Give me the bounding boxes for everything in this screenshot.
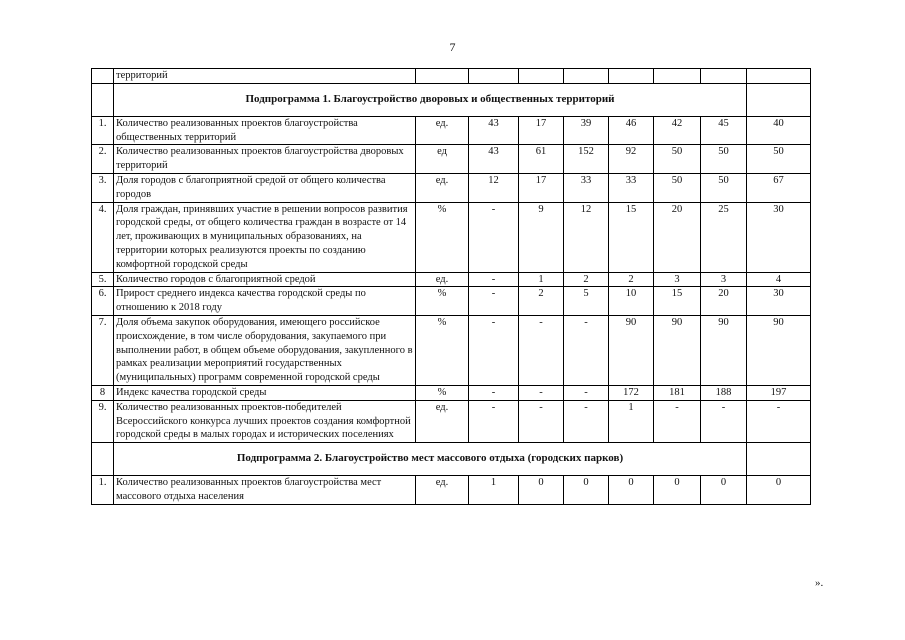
- cell-empty: [92, 69, 114, 84]
- cell-empty: [701, 69, 747, 84]
- value-cell: 0: [747, 476, 811, 505]
- cell-empty: [564, 69, 609, 84]
- value-cell: 90: [654, 315, 701, 385]
- table-row: [92, 272, 811, 287]
- value-cell: 40: [747, 116, 811, 145]
- value-cell: 17: [519, 173, 564, 202]
- value-cell: 25: [701, 202, 747, 272]
- value-cell: 3: [654, 272, 701, 287]
- value-cell: 0: [654, 476, 701, 505]
- row-number: 4.: [92, 202, 114, 272]
- unit-cell: %: [416, 202, 469, 272]
- table-row: [92, 145, 811, 174]
- row-number: 2.: [92, 145, 114, 174]
- cell-empty: [92, 83, 114, 116]
- value-cell: -: [654, 400, 701, 442]
- row-number: 1.: [92, 476, 114, 505]
- page-number: 7: [449, 40, 456, 54]
- row-number: 9.: [92, 400, 114, 442]
- indicator-name: Количество реализованных проектов благоустройства дворовых территорий: [114, 145, 416, 174]
- table-row: [92, 173, 811, 202]
- table-body: [92, 69, 811, 505]
- value-cell: 92: [609, 145, 654, 174]
- cell-empty: [747, 443, 811, 476]
- cell-empty: [747, 83, 811, 116]
- value-cell: 2: [519, 287, 564, 316]
- table-row: [92, 315, 811, 385]
- value-cell: 12: [564, 202, 609, 272]
- value-cell: 197: [747, 385, 811, 400]
- value-cell: 43: [469, 116, 519, 145]
- indicator-name: Индекс качества городской среды: [114, 385, 416, 400]
- value-cell: 181: [654, 385, 701, 400]
- cell-empty: [654, 69, 701, 84]
- value-cell: 1: [519, 272, 564, 287]
- value-cell: 0: [609, 476, 654, 505]
- value-cell: -: [519, 400, 564, 442]
- value-cell: 46: [609, 116, 654, 145]
- value-cell: -: [469, 385, 519, 400]
- cell-empty: [469, 69, 519, 84]
- value-cell: -: [564, 315, 609, 385]
- indicator-name: Количество реализованных проектов благоустройства общественных территорий: [114, 116, 416, 145]
- indicator-name: Количество городов с благоприятной средой: [114, 272, 416, 287]
- indicator-name: Количество реализованных проектов благоустройства мест массового отдыха населения: [114, 476, 416, 505]
- row-number: 8: [92, 385, 114, 400]
- value-cell: -: [469, 315, 519, 385]
- value-cell: 0: [564, 476, 609, 505]
- continuation-text: территорий: [114, 69, 416, 84]
- value-cell: 152: [564, 145, 609, 174]
- value-cell: 12: [469, 173, 519, 202]
- value-cell: 0: [519, 476, 564, 505]
- value-cell: 2: [564, 272, 609, 287]
- unit-cell: %: [416, 315, 469, 385]
- value-cell: -: [701, 400, 747, 442]
- indicators-table: [91, 68, 811, 505]
- value-cell: 50: [747, 145, 811, 174]
- value-cell: 172: [609, 385, 654, 400]
- value-cell: 50: [701, 173, 747, 202]
- value-cell: 4: [747, 272, 811, 287]
- cell-empty: [416, 69, 469, 84]
- section-header-row: [92, 83, 811, 116]
- table-row: [92, 476, 811, 505]
- table-row: [92, 202, 811, 272]
- cell-empty: [609, 69, 654, 84]
- value-cell: -: [564, 385, 609, 400]
- row-number: 1.: [92, 116, 114, 145]
- closing-quote-mark: ».: [815, 577, 824, 589]
- value-cell: 1: [609, 400, 654, 442]
- table-row: [92, 116, 811, 145]
- value-cell: -: [469, 272, 519, 287]
- row-number: 3.: [92, 173, 114, 202]
- value-cell: 0: [701, 476, 747, 505]
- value-cell: 15: [654, 287, 701, 316]
- value-cell: 30: [747, 202, 811, 272]
- continuation-row: [92, 69, 811, 84]
- cell-empty: [747, 69, 811, 84]
- table-row: [92, 400, 811, 442]
- value-cell: -: [519, 385, 564, 400]
- indicator-name: Прирост среднего индекса качества городской среды по отношению к 2018 году: [114, 287, 416, 316]
- table-row: [92, 385, 811, 400]
- indicator-name: Доля граждан, принявших участие в решении вопросов развития городской среды, от общего количества граждан в возрасте от 14 лет, проживающих в муниципальных образованиях, на территории которых реализуются проекты по созданию комфортной городской среды: [114, 202, 416, 272]
- indicator-name: Доля городов с благоприятной средой от общего количества городов: [114, 173, 416, 202]
- value-cell: 43: [469, 145, 519, 174]
- unit-cell: %: [416, 385, 469, 400]
- value-cell: 188: [701, 385, 747, 400]
- unit-cell: %: [416, 287, 469, 316]
- value-cell: 90: [609, 315, 654, 385]
- value-cell: 42: [654, 116, 701, 145]
- value-cell: 15: [609, 202, 654, 272]
- row-number: 5.: [92, 272, 114, 287]
- cell-empty: [92, 443, 114, 476]
- indicator-name: Количество реализованных проектов-победителей Всероссийского конкурса лучших проектов создания комфортной городской среды в малых городах и исторических поселениях: [114, 400, 416, 442]
- value-cell: 33: [564, 173, 609, 202]
- value-cell: 30: [747, 287, 811, 316]
- value-cell: 20: [654, 202, 701, 272]
- value-cell: -: [469, 400, 519, 442]
- value-cell: 1: [469, 476, 519, 505]
- value-cell: 90: [701, 315, 747, 385]
- value-cell: 3: [701, 272, 747, 287]
- value-cell: -: [747, 400, 811, 442]
- section-title: Подпрограмма 2. Благоустройство мест массового отдыха (городских парков): [114, 443, 747, 476]
- row-number: 7.: [92, 315, 114, 385]
- indicator-name: Доля объема закупок оборудования, имеющего российское происхождение, в том числе оборудования, закупаемого при выполнении работ, в общем объеме оборудования, закупленного в рамках реализации мероприятий государственных (муниципальных) программ современной городской среды: [114, 315, 416, 385]
- value-cell: 50: [654, 145, 701, 174]
- value-cell: -: [519, 315, 564, 385]
- value-cell: 39: [564, 116, 609, 145]
- value-cell: 9: [519, 202, 564, 272]
- value-cell: 17: [519, 116, 564, 145]
- value-cell: -: [469, 287, 519, 316]
- value-cell: 67: [747, 173, 811, 202]
- cell-empty: [519, 69, 564, 84]
- section-header-row: [92, 443, 811, 476]
- value-cell: 10: [609, 287, 654, 316]
- row-number: 6.: [92, 287, 114, 316]
- unit-cell: ед: [416, 145, 469, 174]
- unit-cell: ед.: [416, 272, 469, 287]
- value-cell: 50: [654, 173, 701, 202]
- value-cell: 90: [747, 315, 811, 385]
- value-cell: 33: [609, 173, 654, 202]
- unit-cell: ед.: [416, 116, 469, 145]
- table-row: [92, 287, 811, 316]
- value-cell: 50: [701, 145, 747, 174]
- value-cell: 20: [701, 287, 747, 316]
- section-title: Подпрограмма 1. Благоустройство дворовых и общественных территорий: [114, 83, 747, 116]
- unit-cell: ед.: [416, 476, 469, 505]
- unit-cell: ед.: [416, 400, 469, 442]
- value-cell: 2: [609, 272, 654, 287]
- value-cell: 45: [701, 116, 747, 145]
- value-cell: -: [469, 202, 519, 272]
- value-cell: 61: [519, 145, 564, 174]
- unit-cell: ед.: [416, 173, 469, 202]
- value-cell: -: [564, 400, 609, 442]
- value-cell: 5: [564, 287, 609, 316]
